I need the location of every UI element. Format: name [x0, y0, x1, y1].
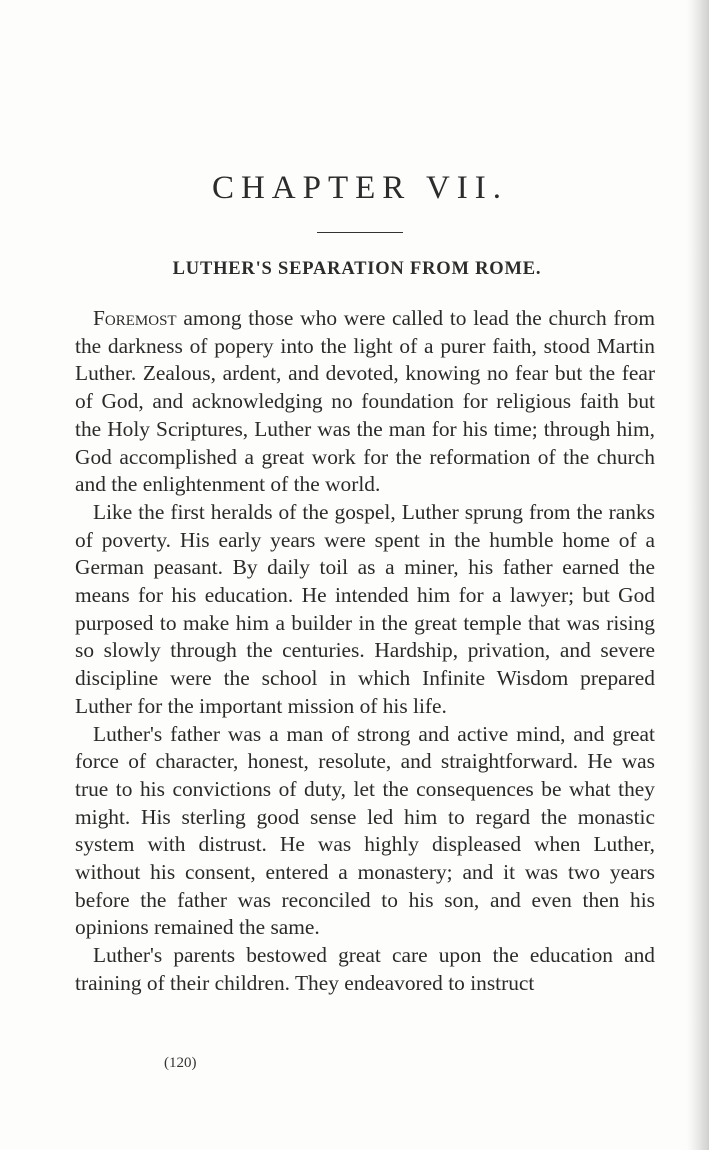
- paragraph: [75, 721, 655, 943]
- paragraph-text: Luther's father was a man of strong and active mind, and great force of character, honest, resolute, and straightforward. He was true to his convictions of duty, let the consequences be what they might. His sterling good sense led him to regard the monastic system with distrust. He was highly displeased when Luther, without his consent, entered a monastery; and it was two years before the father was reconciled to his son, and even then his opinions remained the same.: [75, 721, 655, 940]
- paragraph-text: among those who were called to lead the church from the darkness of popery into the light of a purer faith, stood Martin Luther. Zealous, ardent, and devoted, knowing no fear but the fear of God, and acknowledging no foundation for religious faith but the Holy Scriptures, Luther was the man for his time; through him, God accomplished a great work for the reformation of the church and the enlightenment of the world.: [75, 306, 655, 497]
- paragraph-text: Luther's parents bestowed great care upon the education and training of their children. They endeavored to instruct: [75, 943, 655, 995]
- chapter-subtitle: LUTHER'S SEPARATION FROM ROME.: [172, 259, 542, 279]
- page-number: (120): [164, 1055, 197, 1071]
- paragraph-lead-word: Foremost: [93, 306, 177, 330]
- chapter-heading: CHAPTER VII.: [211, 170, 509, 206]
- heading-rule: [317, 232, 403, 233]
- paragraph-text: Like the first heralds of the gospel, Luther sprung from the ranks of poverty. His early years were spent in the humble home of a German peasant. By daily toil as a miner, his father earned the means for his education. He intended him for a lawyer; but God purposed to make him a builder in the great temple that was rising so slowly through the centuries. Hardship, privation, and severe discipline were the school in which Infinite Wisdom prepared Luther for the important mission of his life.: [75, 499, 655, 718]
- paragraph: [75, 305, 655, 499]
- body-text: [75, 305, 655, 998]
- page-edge-shadow: [687, 0, 709, 1150]
- paragraph: [75, 942, 655, 997]
- paragraph: [75, 499, 655, 721]
